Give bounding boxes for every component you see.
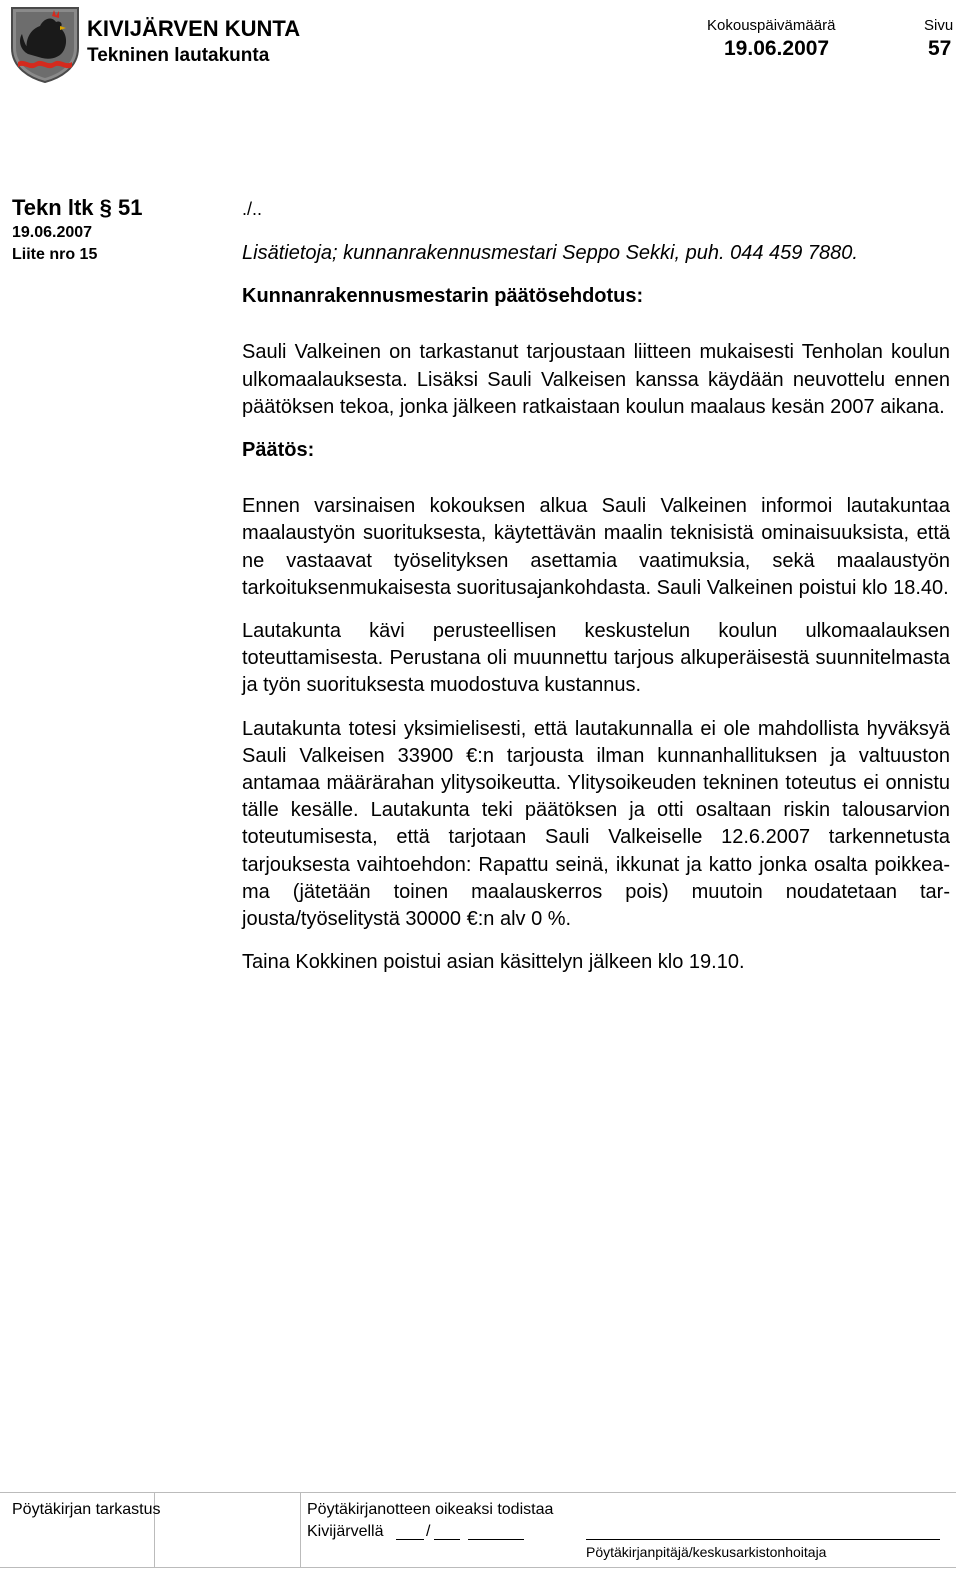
- proposal-heading: Kunnanrakennusmestarin päätösehdotus:: [242, 285, 644, 308]
- date-year-line: [468, 1539, 524, 1540]
- certify-label: Pöytäkirjanotteen oikeaksi todistaa: [307, 1501, 554, 1518]
- place-label: Kivijärvellä: [307, 1523, 384, 1540]
- decision-paragraph: Ennen varsinaisen kokouksen alkua Sauli Valkeinen informoi lautakuntaa maalaustyön suorituksesta, käytettävän maalin teknisistä ominaisuuksista, että ne vastaavat työselityksen asettamia vaatimuksia, sekä maalaustyön tarkoituksenmukaisesta suoritusajankohdasta. Sauli Valkeinen poistui klo 18.40.: [242, 495, 950, 599]
- meeting-date-label: Kokouspäivämäärä: [707, 17, 836, 34]
- page-label: Sivu: [924, 17, 954, 34]
- decision-heading: Päätös:: [242, 439, 315, 462]
- municipality-name: KIVIJÄRVEN KUNTA: [87, 16, 301, 41]
- decision-paragraph: Lautakunta kävi perusteellisen keskustelun koulun ulkomaalauksen toteuttamisesta. Perustana oli muunnettu tarjous alkuperäisestä suunnitelmasta ja työn suorituksesta muodostuva kustannus.: [242, 620, 950, 697]
- signer-title: Pöytäkirjanpitäjä/keskusarkistonhoitaja: [586, 1544, 827, 1560]
- signature-line: [586, 1539, 940, 1540]
- decision-paragraph: Lautakunta totesi yksimielisesti, että lautakunnalla ei ole mahdollista hyväksyä Sauli Valkeisen 33900 €:n tarjousta ilman kunnanhallituksen ja valtuuston antamaa määrärahan ylitysoikeutta. Ylitysoikeuden tekninen toteutus ei onnistu tälle kesälle. Lautakunta teki päätöksen ja otti osaltaan riskin talousarvion toteutumisesta, että tarjotaan Sauli Valkeiselle 12.6.2007 tarkennetusta tarjouksesta vaihtoehdon: Rapattu seinä, ikkunat ja katto jonka osalta poikkeama (jätetään toinen maalauskerros pois) muutoin noudatetaan tarjousta/työselitystä 30000 €:n alv 0 %.: [242, 717, 950, 931]
- attachment-number: Liite nro 15: [12, 246, 98, 263]
- meeting-date-value: 19.06.2007: [724, 37, 830, 60]
- signature-footer: [0, 1492, 956, 1568]
- municipal-crest-icon: [8, 4, 82, 84]
- date-slash: /: [426, 1523, 431, 1540]
- review-label: Pöytäkirjan tarkastus: [12, 1501, 161, 1518]
- section-date: 19.06.2007: [12, 224, 93, 241]
- date-month-line: [434, 1539, 460, 1540]
- board-name: Tekninen lautakunta: [87, 45, 270, 66]
- section-number: Tekn ltk § 51: [12, 195, 143, 220]
- contact-info: Lisätietoja; kunnanrakennusmestari Seppo Sekki, puh. 044 459 7880.: [242, 242, 858, 264]
- document-body: [242, 240, 950, 992]
- decision-paragraph: Taina Kokkinen poistui asian käsittelyn jälkeen klo 19.10.: [242, 951, 745, 974]
- date-day-line: [396, 1539, 424, 1540]
- footer-divider: [300, 1493, 301, 1567]
- proposal-text: Sauli Valkeinen on tarkastanut tarjoustaan liitteen mukaisesti Tenholan koulun ulkomaalauksesta. Lisäksi Sauli Valkeisen kanssa käydään neuvottelu ennen päätöksen tekoa, jonka jälkeen ratkaistaan koulun maalaus kesän 2007 aikana.: [242, 341, 950, 418]
- continuation-mark: ./..: [242, 199, 263, 219]
- page-number: 57: [928, 37, 952, 60]
